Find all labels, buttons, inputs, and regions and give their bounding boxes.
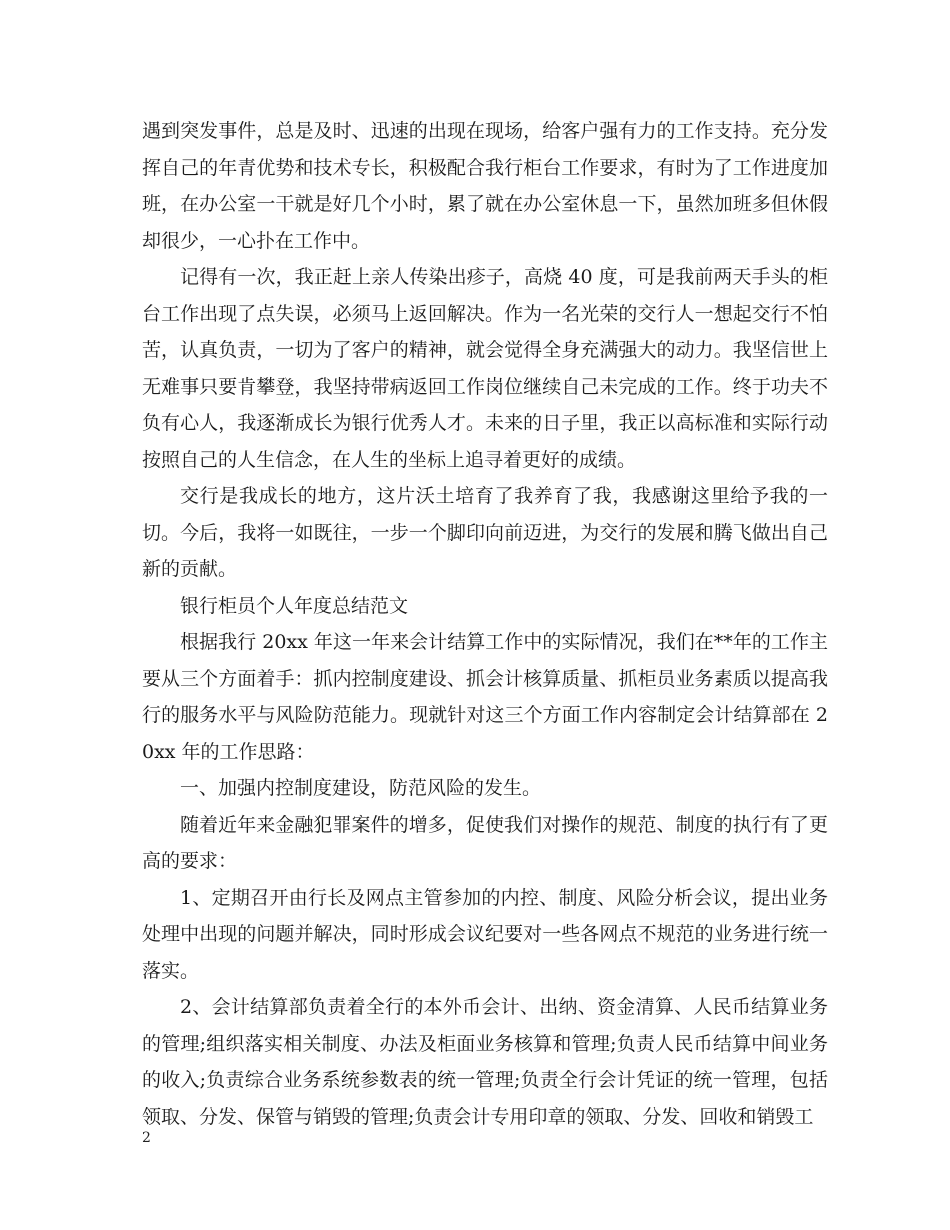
paragraph-fever-story: 记得有一次，我正赶上亲人传染出疹子，高烧 40 度，可是我前两天手头的柜台工作出现了点失误，必须马上返回解决。作为一名光荣的交行人一想起交行不怕苦，认真负责，一切为了客户的精神，就会觉得全身充满强大的动力。我坚信世上无难事只要肯攀登，我坚持带病返回工作岗位继续自己未完成的工作。终于功夫不负有心人，我逐渐成长为银行优秀人才。未来的日子里，我正以高标准和实际行动按照自己的人生信念，在人生的坐标上追寻着更好的成绩。 [142, 266, 828, 471]
list-item-1: 1、定期召开由行长及网点主管参加的内控、制度、风险分析会议，提出业务处理中出现的问题并解决，同时形成会议纪要对一些各网点不规范的业务进行统一落实。 [142, 886, 828, 982]
paragraph-continuation: 遇到突发事件，总是及时、迅速的出现在现场，给客户强有力的工作支持。充分发挥自己的年青优势和技术专长，积极配合我行柜台工作要求，有时为了工作进度加班，在办公室一干就是好几个小时，累了就在办公室休息一下，虽然加班多但休假却很少，一心扑在工作中。 [142, 120, 828, 252]
page-number: 2 [142, 1130, 151, 1146]
paragraph-requirements: 随着近年来金融犯罪案件的增多，促使我们对操作的规范、制度的执行有了更高的要求： [142, 813, 828, 872]
paragraph-overview: 根据我行 20xx 年这一年来会计结算工作中的实际情况，我们在**年的工作主要从三个方面着手：抓内控制度建设、抓会计核算质量、抓柜员业务素质以提高我行的服务水平与风险防范能力。现就针对这三个方面工作内容制定会计结算部在 20xx 年的工作思路： [142, 631, 828, 763]
section-title: 银行柜员个人年度总结范文 [180, 594, 409, 617]
paragraph-gratitude: 交行是我成长的地方，这片沃土培育了我养育了我，我感谢这里给予我的一切。今后，我将一如既往，一步一个脚印向前迈进，为交行的发展和腾飞做出自己新的贡献。 [142, 485, 828, 580]
list-item-2: 2、会计结算部负责着全行的本外币会计、出纳、资金清算、人民币结算业务的管理;组织落实相关制度、办法及柜面业务核算和管理;负责人民币结算中间业务的收入;负责综合业务系统参数表的统一管理;负责全行会计凭证的统一管理，包括领取、分发、保管与销毁的管理;负责会计专用印章的领取、分发、回收和销毁工 [142, 996, 828, 1128]
document-body [142, 113, 828, 1135]
heading-internal-control: 一、加强内控制度建设，防范风险的发生。 [180, 777, 542, 799]
